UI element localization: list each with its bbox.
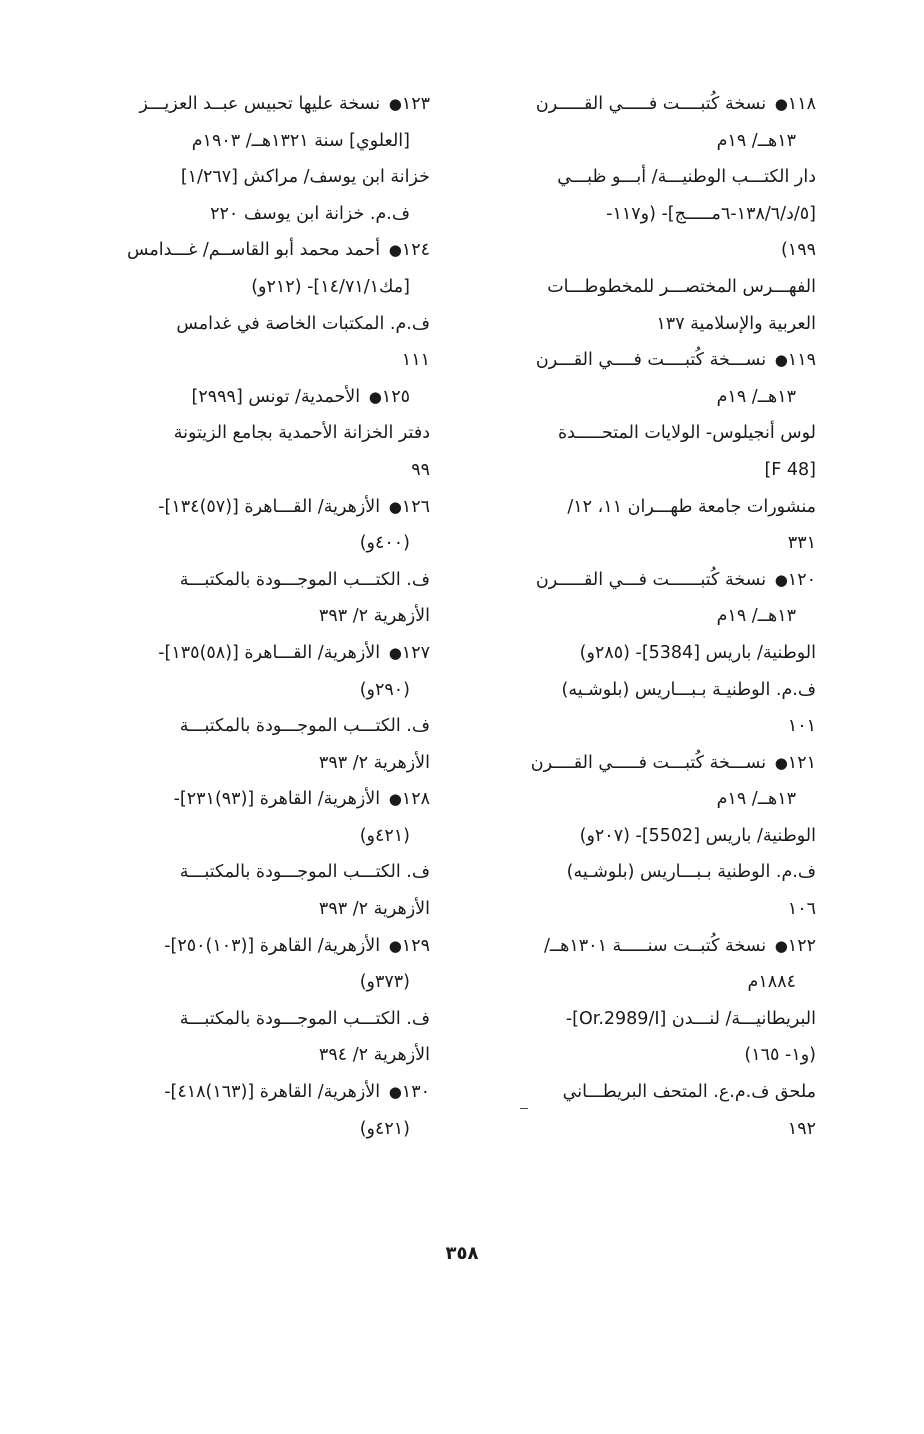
entry-127 — [96, 635, 430, 781]
bullet-icon: ● — [388, 497, 402, 516]
entry-line: نسخة عليها تحبيس عبــد العزيـــز — [139, 94, 381, 114]
entry-line: الأزهرية ٢/ ٣٩٤ — [318, 1045, 430, 1066]
entry-line: ٩٩ — [411, 459, 430, 480]
bullet-icon: ● — [388, 241, 402, 260]
entry-line: نســـخة كُتبــــت فــــي القـــرن — [535, 350, 767, 371]
entry-130 — [96, 1074, 430, 1147]
entry-line: ف.م. الوطنيـة بـبـــاريس (بلوشـيه) — [561, 679, 816, 700]
entry-124 — [96, 232, 430, 378]
entry-line: منشورات جامعة طهـــران ١١، ١٢/ — [567, 496, 816, 517]
entry-number: ١٢٩ — [401, 935, 430, 956]
entry-line: ف. الكتـــب الموجـــودة بالمكتبـــة — [179, 862, 430, 883]
entry-line: الأزهرية ٢/ ٣٩٣ — [318, 606, 430, 627]
entry-line: (٢٩٠و) — [359, 679, 410, 700]
entry-120 — [470, 562, 816, 745]
bullet-icon: ● — [388, 936, 402, 955]
entry-number: ١١٩ — [787, 350, 816, 371]
entry-line: (٤٠٠و) — [359, 533, 410, 554]
stray-mark — [520, 1108, 528, 1109]
entry-line: نسخة كُتبــــت فـــــي القـــــرن — [535, 94, 767, 114]
entry-122 — [470, 928, 816, 1148]
entry-line: ٣٣١ — [787, 533, 816, 554]
entry-line: الفهـــرس المختصـــر للمخطوطـــات — [547, 276, 816, 297]
bullet-icon: ● — [388, 643, 402, 662]
entry-129 — [96, 928, 430, 1074]
entry-line: ف.م. الوطنية بـبـــاريس (بلوشـيه) — [566, 862, 816, 883]
entry-number: ١٢٠ — [787, 569, 816, 590]
entry-line: لوس أنجيلوس- الولايات المتحـــــدة — [557, 423, 816, 444]
bullet-icon: ● — [774, 753, 788, 772]
entry-line: ف. الكتـــب الموجـــودة بالمكتبـــة — [179, 569, 430, 590]
entry-line: دفتر الخزانة الأحمدية بجامع الزيتونة — [173, 423, 430, 444]
entry-line: أحمد محمد أبو القاســم/ غـــدامس — [127, 240, 381, 261]
entry-line: ف. الكتـــب الموجـــودة بالمكتبـــة — [179, 716, 430, 737]
entry-line: الأزهرية/ القاهرة [(١٠٣)٢٥٠]- — [164, 935, 381, 956]
left-column — [96, 86, 430, 1147]
entry-line: (٣٧٣و) — [359, 972, 410, 993]
bullet-icon: ● — [368, 387, 382, 406]
entry-line: ١٣هــ/ ١٩م — [716, 130, 796, 151]
entry-line: خزانة ابن يوسف/ مراكش [١/٢٦٧] — [180, 167, 430, 188]
entry-number: ١١٨ — [787, 94, 816, 114]
entry-line: ١٠٦ — [787, 899, 816, 920]
entry-number: ١٢١ — [787, 752, 816, 773]
entry-line: الأزهرية ٢/ ٣٩٣ — [318, 899, 430, 920]
entry-line: ١٣هــ/ ١٩م — [716, 386, 796, 407]
entry-number: ١٢٧ — [401, 642, 430, 663]
entry-line: ١٩٩) — [780, 240, 816, 261]
entry-line: ف.م. خزانة ابن يوسف ٢٢٠ — [210, 203, 410, 224]
entry-line: (و١- ١٦٥) — [744, 1045, 816, 1066]
bullet-icon: ● — [774, 936, 788, 955]
entry-number: ١٢٣ — [401, 94, 430, 114]
entry-number: ١٢٦ — [401, 496, 430, 517]
entry-line: الأزهرية/ القاهرة [(٩٣)٢٣١]- — [173, 789, 381, 810]
entry-line: [العلوي] سنة ١٣٢١هــ/ ١٩٠٣م — [191, 130, 410, 151]
entry-line: ملحق ف.م.ع. المتحف البريطـــاني — [562, 1082, 816, 1103]
bullet-icon: ● — [774, 351, 788, 370]
bullet-icon: ● — [388, 790, 402, 809]
entry-line: ف. الكتـــب الموجـــودة بالمكتبـــة — [179, 1008, 430, 1029]
entry-line: [F 48] — [764, 459, 816, 480]
page-number: ٣٥٨ — [445, 1243, 479, 1264]
entry-line: ١١١ — [401, 350, 430, 371]
entry-line: ١٣هــ/ ١٩م — [716, 789, 796, 810]
entry-line: نسخة كُتبــت سنـــــة ١٣٠١هــ/ — [543, 935, 767, 956]
bullet-icon: ● — [774, 570, 788, 589]
entry-line: الأزهرية/ القاهرة [(١٦٣)٤١٨]- — [164, 1082, 381, 1103]
entry-line: نســـخة كُتبـــت فـــــي القــــرن — [530, 752, 767, 773]
entry-line: ١٨٨٤م — [747, 972, 796, 993]
bullet-icon: ● — [388, 95, 402, 113]
entry-line: (٤٢١و) — [359, 825, 410, 846]
entry-number: ١٢٨ — [401, 789, 430, 810]
entry-line: الأحمدية/ تونس [٢٩٩٩] — [191, 386, 361, 407]
entry-128 — [96, 781, 430, 927]
entry-123 — [96, 86, 430, 232]
entry-line: الأزهرية/ القـــاهرة [(٥٨)١٣٥]- — [158, 642, 381, 663]
entry-number: ١٢٥ — [381, 386, 410, 407]
entry-118 — [470, 86, 816, 342]
entry-line: [٥/د/١٣٨/٦-٦مـــــج]- (و١١٧- — [606, 203, 816, 224]
entry-125 — [96, 379, 430, 489]
entry-line: نسخة كُتبــــــت فـــي القـــــرن — [535, 569, 767, 590]
entry-119 — [470, 342, 816, 562]
entry-line: الأزهرية ٢/ ٣٩٣ — [318, 752, 430, 773]
entry-number: ١٢٢ — [787, 935, 816, 956]
right-column — [470, 86, 816, 1147]
entry-line: الأزهرية/ القـــاهرة [(٥٧)١٣٤]- — [158, 496, 381, 517]
entry-line: (٤٢١و) — [359, 1118, 410, 1139]
entry-number: ١٢٤ — [401, 240, 430, 261]
entry-line: العربية والإسلامية ١٣٧ — [656, 313, 816, 334]
entry-line: ف.م. المكتبات الخاصة في غدامس — [176, 313, 430, 334]
bullet-icon: ● — [388, 1083, 402, 1102]
entry-line: [مك١٤/٧١/١]- (٢١٢و) — [251, 276, 410, 297]
entry-line: ١٠١ — [787, 716, 816, 737]
entry-number: ١٣٠ — [401, 1082, 430, 1103]
entry-line: ١٣هــ/ ١٩م — [716, 606, 796, 627]
entry-line: الوطنية/ باريس [5502]- (٢٠٧و) — [579, 825, 816, 846]
entry-line: ١٩٢ — [787, 1118, 816, 1139]
bullet-icon: ● — [774, 95, 788, 113]
entry-121 — [470, 745, 816, 928]
entry-line: الوطنية/ باريس [5384]- (٢٨٥و) — [579, 642, 816, 663]
entry-line: البريطانيـــة/ لنـــدن [Or.2989/I]- — [565, 1008, 816, 1029]
entry-126 — [96, 489, 430, 635]
entry-line: دار الكتـــب الوطنيـــة/ أبـــو ظبـــي — [557, 167, 816, 188]
